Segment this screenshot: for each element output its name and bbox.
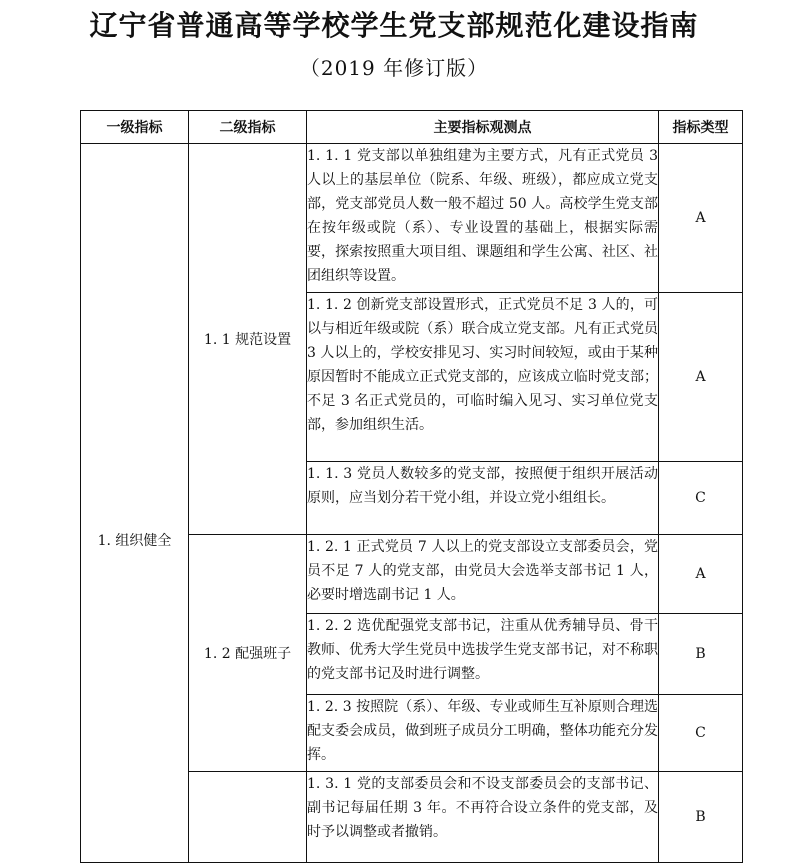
observation-cell: 1. 2. 1 正式党员 7 人以上的党支部设立支部委员会，党员不足 7 人的党支部，由党员大会选举支部书记 1 人，必要时增选副书记 1 人。 <box>307 535 659 614</box>
header-level1: 一级指标 <box>81 111 189 144</box>
header-level2: 二级指标 <box>189 111 307 144</box>
header-type: 指标类型 <box>659 111 743 144</box>
level2-cell-regulated-setup: 1. 1 规范设置 <box>189 144 307 535</box>
header-observation: 主要指标观测点 <box>307 111 659 144</box>
observation-cell: 1. 2. 3 按照院（系）、年级、专业或师生互补原则合理选配支委会成员，做到班子成员分工明确，整体功能充分发挥。 <box>307 695 659 772</box>
type-cell: A <box>659 293 743 462</box>
document-subtitle: （2019 年修订版） <box>299 56 489 80</box>
table-row <box>81 144 743 293</box>
header-row <box>81 111 743 144</box>
observation-cell: 1. 1. 2 创新党支部设置形式，正式党员不足 3 人的，可以与相近年级或院（系）联合成立党支部。凡有正式党员 3 人以上的，学校安排见习、实习时间较短，或由于某种原因暂时不能成立正式党支部的，应该成立临时党支部；不足 3 名正式党员的，可临时编入见习、实习单位党支部，参加组织生活。 <box>307 293 659 462</box>
type-cell: B <box>659 772 743 863</box>
observation-cell: 1. 2. 2 选优配强党支部书记，注重从优秀辅导员、骨干教师、优秀大学生党员中选拔学生党支部书记，对不称职的党支部书记及时进行调整。 <box>307 614 659 695</box>
level1-label: 1. 组织健全 <box>97 533 172 549</box>
type-cell: C <box>659 462 743 535</box>
level2-cell-strengthen-team: 1. 2 配强班子 <box>189 535 307 772</box>
observation-cell: 1. 3. 1 党的支部委员会和不设支部委员会的支部书记、副书记每届任期 3 年。不再符合设立条件的党支部，及时予以调整或者撤销。 <box>307 772 659 863</box>
document-title: 辽宁省普通高等学校学生党支部规范化建设指南 <box>89 9 699 42</box>
level2-cell-term <box>189 772 307 863</box>
level1-cell <box>81 144 189 863</box>
type-cell: C <box>659 695 743 772</box>
type-cell: A <box>659 144 743 293</box>
observation-cell: 1. 1. 3 党员人数较多的党支部，按照便于组织开展活动原则，应当划分若干党小组，并设立党小组组长。 <box>307 462 659 535</box>
type-cell: A <box>659 535 743 614</box>
type-cell: B <box>659 614 743 695</box>
observation-cell: 1. 1. 1 党支部以单独组建为主要方式，凡有正式党员 3 人以上的基层单位（院系、年级、班级），都应成立党支部，党支部党员人数一般不超过 50 人。高校学生党支部在按年级或院（系）、专业设置的基础上，根据实际需要，探索按照重大项目组、课题组和学生公寓、社区、社团组织等设置。 <box>307 144 659 293</box>
guide-table <box>80 110 743 863</box>
